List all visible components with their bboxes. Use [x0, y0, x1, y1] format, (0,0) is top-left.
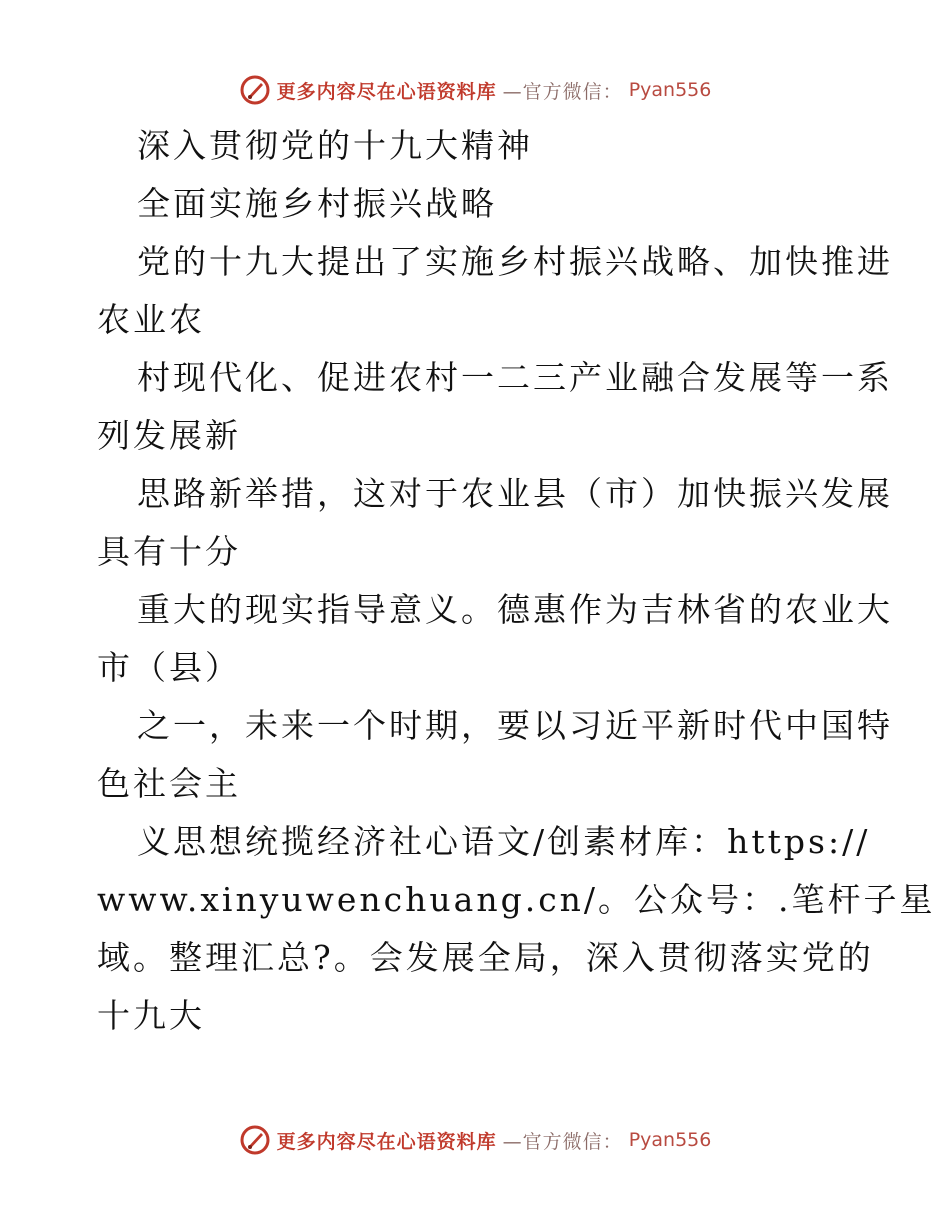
text-line: 重大的现实指导意义。德惠作为吉林省的农业大 [137, 590, 893, 629]
text-line: 市（县） [97, 648, 241, 687]
document-body [97, 117, 936, 1045]
text-line: 具有十分 [97, 532, 241, 571]
text-line: www.xinyuwenchuang.cn/。公众号：.笔杆子星 [97, 880, 936, 919]
text-line: 党的十九大提出了实施乡村振兴战略、加快推进 [137, 242, 893, 281]
text-line: 域。整理汇总?。会发展全局，深入贯彻落实党的 [97, 938, 874, 977]
text-line: 义思想统揽经济社心语文/创素材库：https:// [137, 822, 871, 861]
text-line: 色社会主 [97, 764, 241, 803]
banner-title: 更多内容尽在心语资料库 [276, 80, 497, 103]
pen-logo-icon [239, 74, 271, 106]
banner-title: 更多内容尽在心语资料库 [276, 1130, 497, 1153]
text-line: 十九大 [97, 996, 205, 1035]
text-line: 村现代化、促进农村一二三产业融合发展等一系 [137, 358, 893, 397]
banner-wechat-label: —官方微信： [502, 1130, 623, 1153]
banner-wechat-id: Pyan556 [628, 79, 712, 101]
text-line: 思路新举措，这对于农业县（市）加快振兴发展 [137, 474, 893, 513]
footer-banner [0, 1120, 950, 1160]
banner-wechat-id: Pyan556 [628, 1129, 712, 1151]
pen-logo-icon [239, 1124, 271, 1156]
text-line: 全面实施乡村振兴战略 [137, 184, 497, 223]
text-line: 列发展新 [97, 416, 241, 455]
banner-wechat-label: —官方微信： [502, 80, 623, 103]
header-banner [0, 70, 950, 110]
text-line: 之一，未来一个时期，要以习近平新时代中国特 [137, 706, 893, 745]
text-line: 深入贯彻党的十九大精神 [137, 126, 533, 165]
text-line: 农业农 [97, 300, 205, 339]
